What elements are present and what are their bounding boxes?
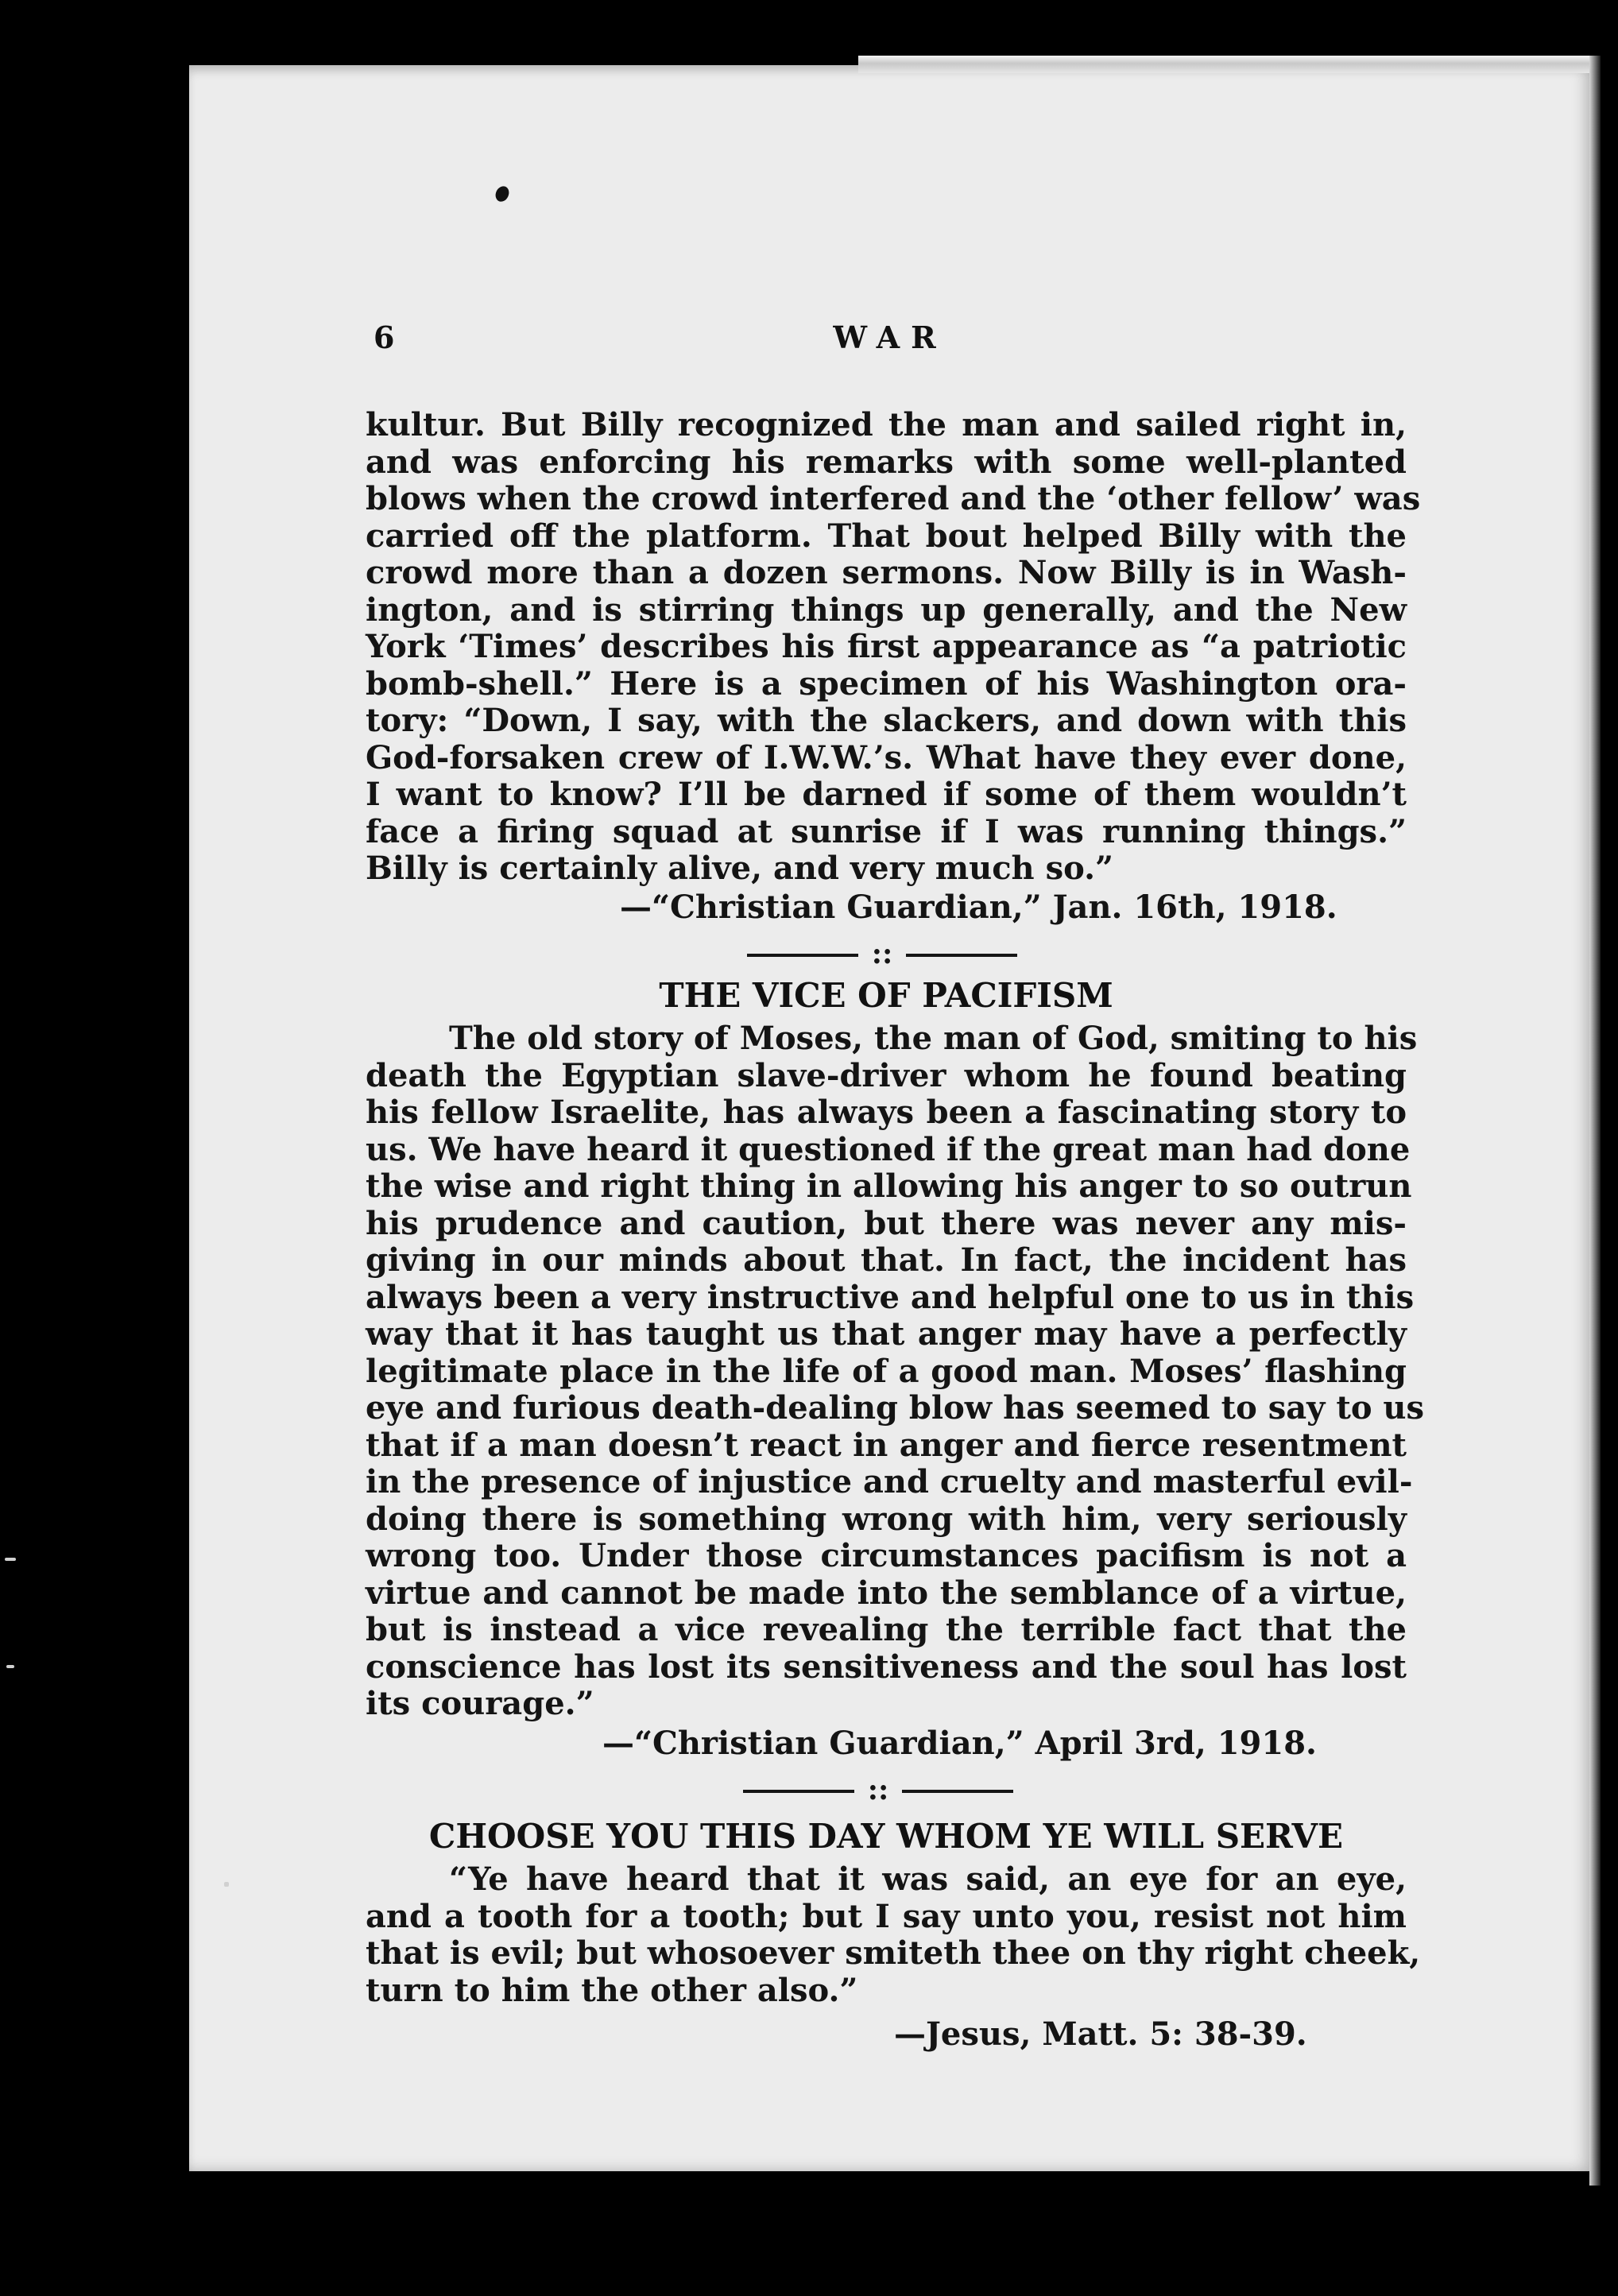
attribution-jan-1918: —“Christian Guardian,” Jan. 16th, 1918. [620, 889, 1337, 926]
text-line: Billy is certainly alive, and very much so.” [366, 850, 1113, 887]
attribution-matthew: —Jesus, Matt. 5: 38-39. [894, 2015, 1307, 2053]
text-line: eye and furious death-dealing blow has seemed to say to us [366, 1389, 1425, 1427]
section-scripture-text [366, 1860, 1421, 2009]
text-line: the wise and right thing in allowing his anger to so outrun [366, 1167, 1412, 1205]
text-line: blows when the crowd interfered and the ‘other fellow’ was [366, 480, 1421, 517]
text-line: York ‘Times’ describes his first appearance as “a patriotic [366, 628, 1407, 665]
page-number: 6 [374, 319, 395, 355]
section-pacifism-text [366, 1020, 1425, 1723]
text-line: virtue and cannot be made into the semblance of a virtue, [366, 1574, 1407, 1612]
text-line: that is evil; but whosoever smiteth thee on thy right cheek, [366, 1934, 1421, 1972]
running-title: WAR [833, 319, 947, 355]
text-line: tory: “Down, I say, with the slackers, and down with this [366, 702, 1407, 739]
divider-rule-left [747, 954, 858, 957]
text-line: legitimate place in the life of a good man. Moses’ flashing [366, 1352, 1407, 1390]
attribution-april-1918: —“Christian Guardian,” April 3rd, 1918. [602, 1725, 1317, 1762]
text-line: in the presence of injustice and cruelty and masterful evil- [366, 1463, 1413, 1500]
text-line: ington, and is stirring things up generally, and the New [366, 590, 1407, 629]
text-line: that if a man doesn’t react in anger and fierce resentment [366, 1426, 1407, 1464]
text-line: always been a very instructive and helpful one to us in this [366, 1278, 1415, 1316]
text-line: I want to know? I’ll be darned if some of them wouldn’t [366, 776, 1407, 813]
divider-mark: :: [871, 937, 893, 970]
text-line: conscience has lost its sensitiveness and the soul has lost [366, 1647, 1407, 1686]
section-divider [743, 1774, 1013, 1806]
text-line: “Ye have heard that it was said, an eye for an eye, [449, 1860, 1407, 1898]
scan-speck [5, 1558, 16, 1561]
divider-rule-right [902, 1790, 1013, 1793]
text-line: its courage.” [366, 1685, 594, 1722]
scan-speck [6, 1665, 14, 1668]
text-line: The old story of Moses, the man of God, smiting to his [449, 1020, 1418, 1057]
divider-rule-left [743, 1790, 854, 1793]
page-top-edge [858, 56, 1597, 73]
text-line: face a firing squad at sunrise if I was running things.” [366, 812, 1407, 850]
text-line: his prudence and caution, but there was never any mis- [366, 1204, 1407, 1242]
text-line: turn to him the other also.” [366, 1971, 858, 2009]
divider-mark: :: [867, 1773, 889, 1806]
page-right-edge [1589, 56, 1601, 2186]
text-line: his fellow Israelite, has always been a fascinating story to [366, 1094, 1407, 1131]
text-line: and was enforcing his remarks with some well-planted [366, 443, 1407, 481]
text-line: crowd more than a dozen sermons. Now Billy is in Wash- [366, 554, 1407, 591]
text-line: carried off the platform. That bout helped Billy with the [366, 517, 1407, 555]
heading-vice-of-pacifism: THE VICE OF PACIFISM [659, 976, 1113, 1015]
text-line: and a tooth for a tooth; but I say unto you, resist not him [366, 1897, 1407, 1935]
text-line: doing there is something wrong with him, very seriously [366, 1500, 1407, 1538]
divider-rule-right [906, 954, 1017, 957]
section-divider [747, 938, 1017, 970]
text-line: wrong too. Under those circumstances pacifism is not a [366, 1537, 1407, 1574]
heading-choose-you-this-day: CHOOSE YOU THIS DAY WHOM YE WILL SERVE [428, 1817, 1344, 1856]
text-line: kultur. But Billy recognized the man and sailed right in, [366, 406, 1407, 443]
text-line: death the Egyptian slave-driver whom he found beating [366, 1056, 1407, 1094]
text-line: bomb-shell.” Here is a specimen of his Washington ora- [366, 664, 1407, 703]
scan-speck [224, 1882, 229, 1887]
text-line: way that it has taught us that anger may have a perfectly [366, 1315, 1407, 1353]
text-line: us. We have heard it questioned if the great man had done [366, 1130, 1411, 1168]
text-line: but is instead a vice revealing the terrible fact that the [366, 1611, 1407, 1648]
page-header [374, 319, 1407, 367]
text-line: giving in our minds about that. In fact, the incident has [366, 1241, 1407, 1279]
text-line: God-forsaken crew of I.W.W.’s. What have they ever done, [366, 738, 1407, 776]
section-billy-text [366, 406, 1421, 888]
